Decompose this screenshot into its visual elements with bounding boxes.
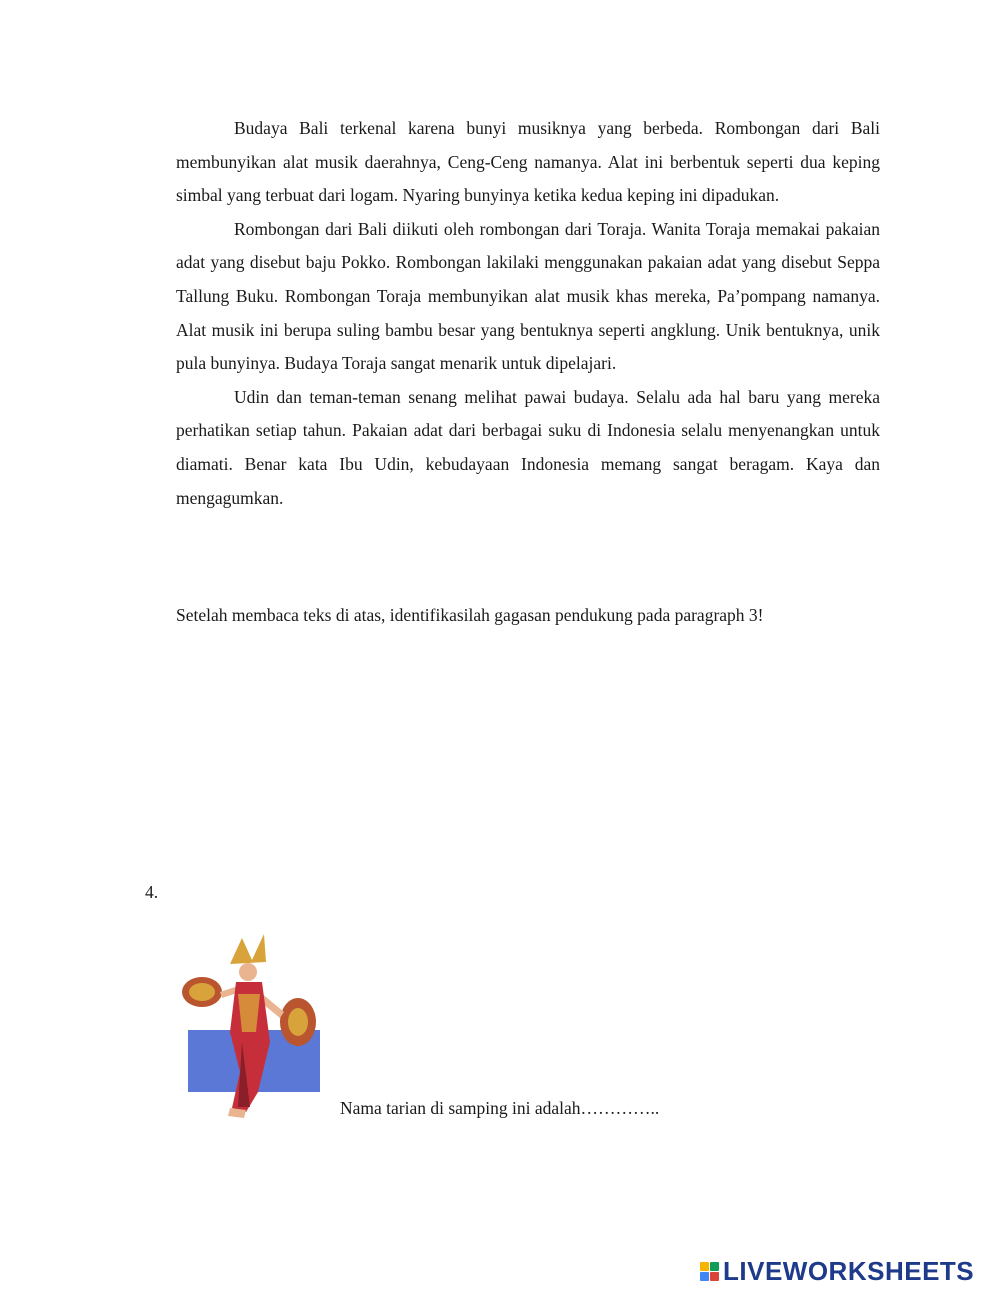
question-text: Setelah membaca teks di atas, identifikasilah gagasan pendukung pada paragraph 3! [176,605,764,625]
liveworksheets-logo [700,1257,974,1285]
paragraph-3: Udin dan teman-teman senang melihat pawai budaya. Selalu ada hal baru yang mereka perhatikan setiap tahun. Pakaian adat dari berbagai suku di Indonesia selalu menyenangkan untuk diamati. Benar kata Ibu Udin, kebudayaan Indonesia memang sangat beragam. Kaya dan mengagumkan. [176,386,880,508]
dancer-illustration [180,912,326,1120]
question-number: 4. [145,882,159,902]
reading-passage [176,112,880,515]
brand-logo-icon [700,1262,719,1281]
paragraph-1: Budaya Bali terkenal karena bunyi musiknya yang berbeda. Rombongan dari Bali membunyikan alat musik daerahnya, Ceng-Ceng namanya. Alat ini berbentuk seperti dua keping simbal yang terbuat dari logam. Nyaring bunyinya ketika kedua keping ini dipadukan. [176,118,880,206]
paragraph-2: Rombongan dari Bali diikuti oleh rombongan dari Toraja. Wanita Toraja memakai pakaian adat yang disebut baju Pokko. Rombongan lakilaki menggunakan pakaian adat yang disebut Seppa Tallung Buku. Rombongan Toraja membunyikan alat musik khas mereka, Pa’pompang namanya. Alat musik ini berupa suling bambu besar yang bentuknya seperti angklung. Unik bentuknya, unik pula bunyinya. Budaya Toraja sangat menarik untuk dipelajari. [176,218,880,374]
balinese-dancer-icon [180,912,326,1120]
brand-name: LIVEWORKSHEETS [723,1255,975,1286]
image-caption: Nama tarian di samping ini adalah………….. [340,1098,660,1118]
